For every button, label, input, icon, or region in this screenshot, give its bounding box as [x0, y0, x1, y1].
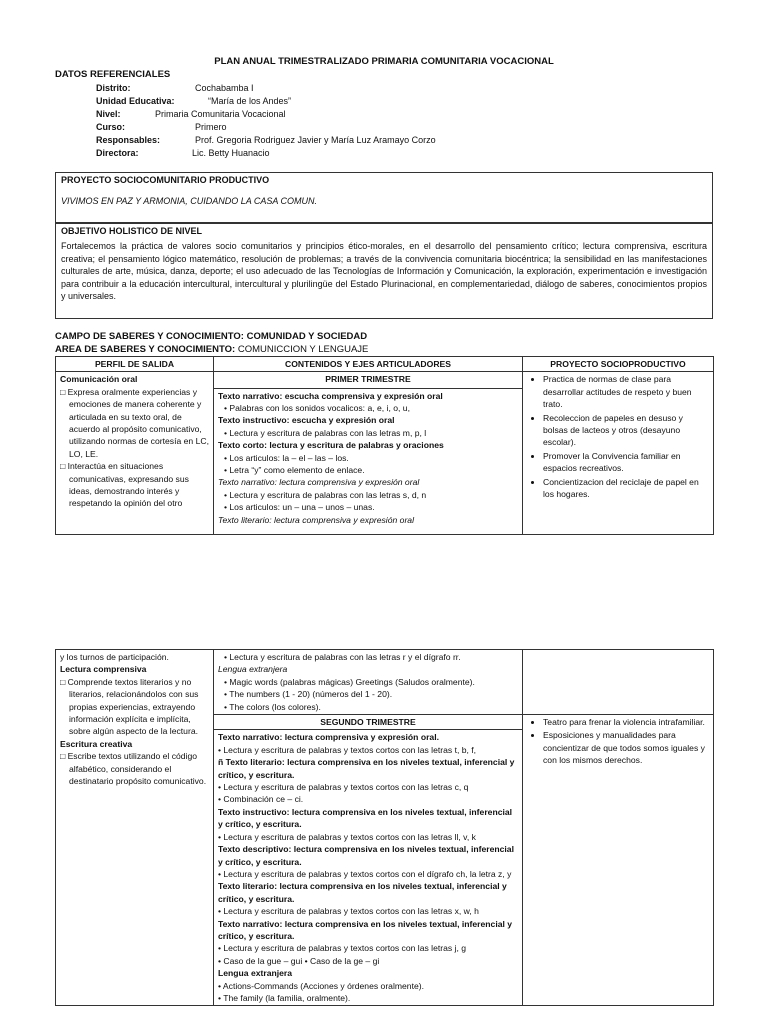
- content-line: • Los articulos: un – una – unos – unas.: [224, 502, 375, 513]
- perfil-heading: Comunicación oral: [60, 374, 138, 385]
- content-line: Texto narrativo: lectura comprensiva y expresión oral: [218, 477, 420, 488]
- content-line: • Los articulos: la – el – las – los.: [224, 452, 349, 463]
- page-title: PLAN ANUAL TRIMESTRALIZADO PRIMARIA COMUNITARIA VOCACIONAL: [214, 56, 554, 67]
- perfil-line: □ Comprende textos literarios y no literarios, relacionándolos con sus propias experiencias, extrayendo información explícita e implícita, sobre algún aspecto de la lectura.: [60, 676, 199, 737]
- content-line: Lengua extranjera: [218, 968, 293, 979]
- trimestre-label: PRIMER TRIMESTRE: [214, 372, 523, 388]
- header-perfil: PERFIL DE SALIDA: [56, 357, 214, 372]
- proyecto-item: • Promover la Convivencia familiar en espacios recreativos.: [543, 450, 709, 475]
- header-proyecto: PROYECTO SOCIOPRODUCTIVO: [523, 357, 714, 372]
- perfil-item: □ Interactúa en situaciones comunicativas, expresando sus ideas, demostrando interés y respetando la opinión del otro: [60, 461, 189, 509]
- contenidos-top-cell: [214, 650, 523, 715]
- content-line: Texto narrativo: lectura comprensiva y expresión oral.: [218, 732, 439, 743]
- ref-value: Prof. Gregoria Rodriguez Javier y María Luz Aramayo Corzo: [195, 135, 436, 145]
- proyecto-cell: [523, 372, 714, 535]
- content-line: Texto narrativo: lectura comprensiva en los niveles textual, inferencial y crítico, y escritura.: [218, 918, 513, 941]
- objetivo-heading: OBJETIVO HOLISTICO DE NIVEL: [61, 226, 203, 236]
- ref-label: Curso:: [96, 122, 125, 132]
- content-line: • Letra “y” como elemento de enlace.: [224, 465, 365, 476]
- content-line: • Lectura y escritura de palabras con las letras r y el dígrafo rr.: [224, 652, 461, 662]
- content-line: Lengua extranjera: [218, 664, 288, 675]
- perfil-cell-2: [56, 650, 214, 1006]
- objetivo-box: [55, 223, 713, 319]
- proyecto-cell-2: [523, 715, 714, 1006]
- content-line: Texto instructivo: lectura comprensiva en los niveles textual, inferencial y crítico, y escritura.: [218, 806, 513, 830]
- table-header-row: [56, 357, 714, 372]
- content-line: • The colors (los colores).: [224, 701, 321, 712]
- content-line: • Lectura y escritura de palabras y textos cortos con el dígrafo ch, la letra z, y: [218, 868, 512, 879]
- campo-label: CAMPO DE SABERES Y CONOCIMIENTO: COMUNIDAD Y SOCIEDAD: [55, 331, 368, 342]
- perfil-line: y los turnos de participación.: [60, 652, 169, 662]
- contenidos-cell: [214, 388, 523, 535]
- area-label: AREA DE SABERES Y CONOCIMIENTO:: [55, 344, 236, 355]
- table-page-2: [55, 649, 714, 1006]
- ref-label: Distrito:: [96, 83, 131, 93]
- perfil-item: □ Expresa oralmente experiencias y emociones de manera coherente y articulada en su texto oral, de acuerdo al propósito comunicativo, utilizando normas de cortesía en LC, LO, LE.: [60, 386, 209, 459]
- content-line: • Palabras con los sonidos vocalicos: a, e, i, o, u,: [224, 403, 410, 414]
- contenidos-bottom-cell: [214, 730, 523, 1006]
- content-line: • Lectura y escritura de palabras y textos cortos con las letras c, q: [218, 782, 469, 793]
- ref-label: Nivel:: [96, 109, 121, 119]
- proyecto-item: • Concientizacion del reciclaje de papel en los hogares.: [543, 476, 709, 501]
- content-line: Texto narrativo: escucha comprensiva y expresión oral: [218, 390, 443, 401]
- datos-heading: DATOS REFERENCIALES: [55, 69, 171, 80]
- proyecto-item: • Recoleccion de papeles en desuso y bolsas de lacteos y otros (desayuno escolar).: [543, 412, 709, 449]
- content-line: Texto literario: lectura comprensiva y expresión oral: [218, 514, 414, 525]
- header-contenidos: CONTENIDOS Y EJES ARTICULADORES: [214, 357, 523, 372]
- ref-label: Unidad Educativa:: [96, 96, 175, 106]
- ref-value: Primero: [195, 122, 227, 132]
- proyecto-item: • Esposiciones y manualidades para concientizar de que todos somos iguales y con los mismos derechos.: [543, 729, 709, 766]
- content-line: Texto descriptivo: lectura comprensiva en los niveles textual, inferencial y crítico, y escritura.: [218, 844, 514, 867]
- content-line: • Lectura y escritura de palabras y textos cortos con las letras x, w, h: [218, 906, 479, 917]
- content-line: Texto literario: lectura comprensiva en los niveles textual, inferencial y crítico, y escritura.: [218, 881, 507, 904]
- proyecto-heading: PROYECTO SOCIOCOMUNITARIO PRODUCTIVO: [61, 175, 270, 185]
- content-line: • Caso de la gue – gui • Caso de la ge – gi: [218, 955, 380, 966]
- content-line: • Combinación ce – ci.: [218, 794, 304, 805]
- proyecto-item: • Practica de normas de clase para desarrollar actitudes de respeto y buen trato.: [543, 373, 709, 410]
- area-line: [55, 344, 368, 355]
- content-line: Texto corto: lectura y escritura de palabras y oraciones: [218, 440, 444, 451]
- content-line: • Actions-Commands (Acciones y órdenes oralmente).: [218, 980, 425, 991]
- content-line: • Lectura y escritura de palabras con las letras s, d, n: [224, 489, 427, 500]
- content-line: • Lectura y escritura de palabras y textos cortos con las letras ll, v, k: [218, 831, 476, 842]
- perfil-cell: [56, 372, 214, 535]
- content-line: • Lectura y escritura de palabras con las letras m, p, l: [224, 427, 427, 438]
- ref-value: Cochabamba I: [195, 83, 254, 93]
- proyecto-item: • Teatro para frenar la violencia intrafamiliar.: [543, 716, 709, 728]
- ref-label: Directora:: [96, 148, 139, 158]
- proyecto-text: VIVIMOS EN PAZ Y ARMONIA, CUIDANDO LA CASA COMUN.: [61, 196, 318, 206]
- perfil-line: Escritura creativa: [60, 738, 133, 749]
- ref-value: Primaria Comunitaria Vocacional: [155, 109, 286, 119]
- content-line: • Lectura y escritura de palabras y textos cortos con las letras j, g: [218, 943, 467, 954]
- content-line: • The family (la familia, oralmente).: [218, 992, 351, 1003]
- ref-value: Lic. Betty Huanacio: [192, 148, 270, 158]
- proyecto-empty-cell: [523, 650, 714, 715]
- perfil-line: Lectura comprensiva: [60, 664, 147, 675]
- content-line: • Lectura y escritura de palabras y textos cortos con las letras t, b, f,: [218, 744, 477, 755]
- content-line: • The numbers (1 - 20) (números del 1 - 20).: [224, 689, 393, 700]
- content-line: ñ Texto literario: lectura comprensiva en los niveles textual, inferencial y crítico, y escritura.: [218, 757, 515, 780]
- objetivo-text: Fortalecemos la práctica de valores socio comunitarios y principios ético-morales, en el desarrollo del pensamiento crítico; lectura comprensiva, escritura creativa; el pensamiento lógico matemático, resolución de problemas; a través de la convivencia comunitaria biocéntrica; la sensibilidad en las manifestaciones culturales de arte, música, danza, deporte; el uso adecuado de las Tecnologías de Información y Comunicación, la exploración, experimentación e investigación para contribuir a la educación intercultural, intercultural y plurilingüe del Estado Plurinacional, en complementariedad, diálogo de saberes, conocimientos propios y universales.: [61, 241, 707, 302]
- content-line: Texto instructivo: escucha y expresión oral: [218, 415, 395, 426]
- proyecto-box: [55, 172, 713, 223]
- trimestre-label-2: SEGUNDO TRIMESTRE: [214, 715, 523, 730]
- area-value: COMUNICCION Y LENGUAJE: [237, 344, 369, 355]
- ref-value: “María de los Andes”: [208, 96, 292, 106]
- ref-label: Responsables:: [96, 135, 161, 145]
- table-page-1: [55, 356, 714, 535]
- perfil-line: □ Escribe textos utilizando el código alfabético, considerando el destinatario propósito comunicativo.: [60, 751, 207, 787]
- content-line: • Magic words (palabras mágicas) Greetings (Saludos oralmente).: [224, 676, 475, 687]
